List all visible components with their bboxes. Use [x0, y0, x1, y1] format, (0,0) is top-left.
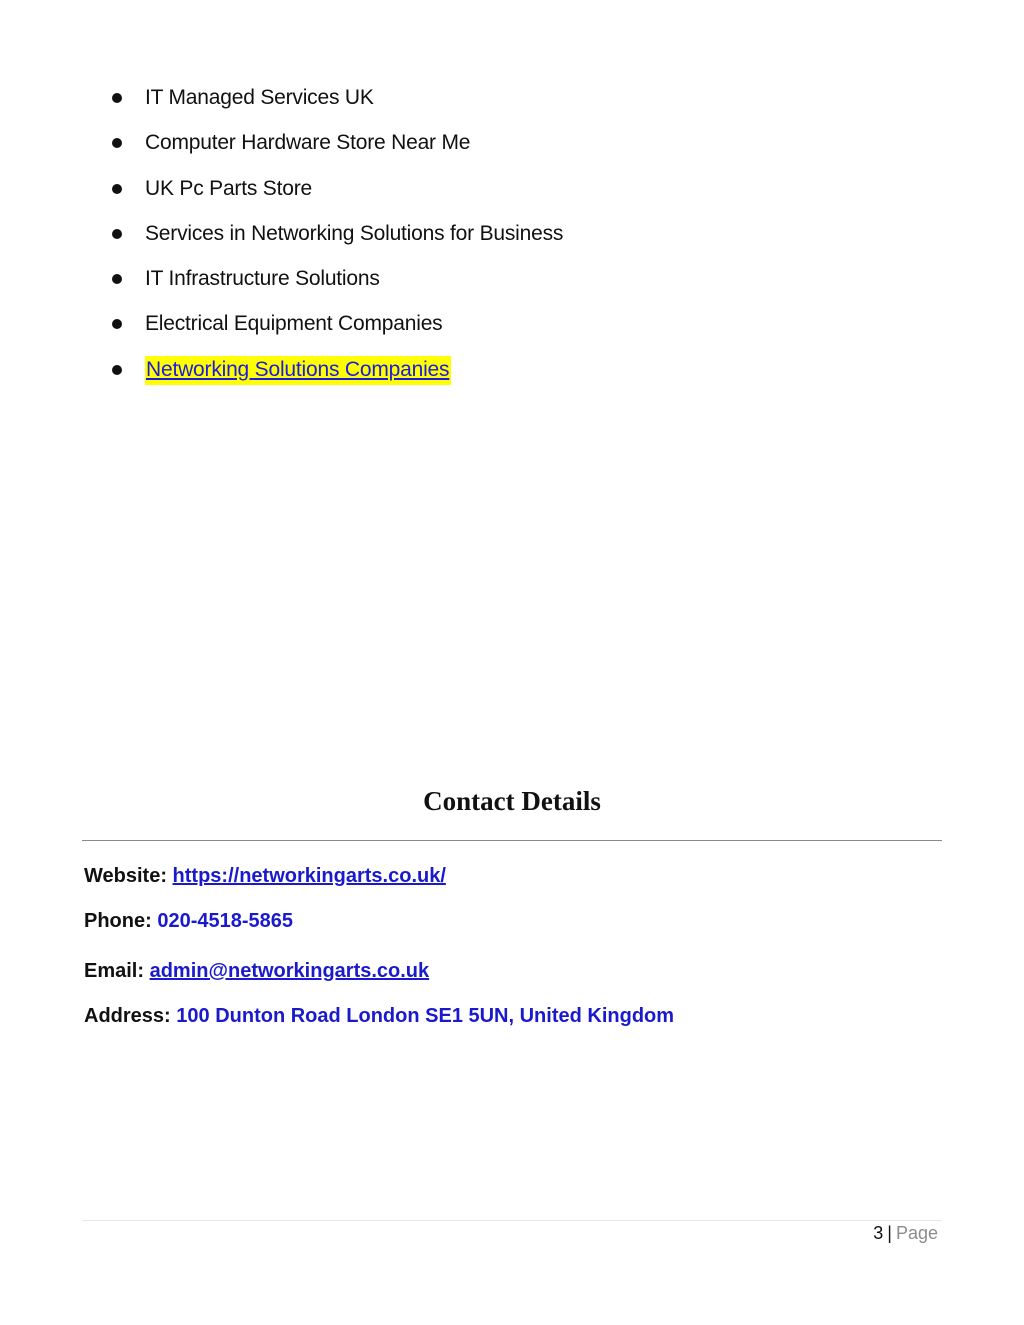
- list-item: [112, 175, 563, 220]
- phone-value: 020-4518-5865: [157, 910, 294, 932]
- website-row: [84, 863, 446, 889]
- list-item: [112, 220, 563, 265]
- phone-row: [84, 908, 293, 934]
- bullet-icon: [112, 93, 122, 103]
- bullet-icon: [112, 229, 122, 239]
- list-item-text: UK Pc Parts Store: [145, 176, 312, 200]
- email-row: [84, 958, 429, 984]
- list-item: [112, 310, 563, 355]
- list-item: [112, 265, 563, 310]
- bullet-icon: [112, 138, 122, 148]
- page-word: Page: [895, 1223, 938, 1243]
- address-value: 100 Dunton Road London SE1 5UN, United Kingdom: [176, 1005, 675, 1027]
- email-label: Email:: [84, 960, 145, 982]
- service-bullet-list: [112, 84, 563, 401]
- bullet-icon: [112, 274, 122, 284]
- list-item-text: Services in Networking Solutions for Business: [145, 221, 564, 245]
- phone-label: Phone:: [84, 910, 152, 932]
- list-item-text: IT Infrastructure Solutions: [145, 267, 380, 291]
- address-row: [84, 1003, 674, 1029]
- footer-divider: [82, 1220, 942, 1221]
- list-item-text: IT Managed Services UK: [145, 86, 374, 109]
- list-item-text: Electrical Equipment Companies: [145, 312, 443, 336]
- heading-divider: [82, 840, 942, 841]
- list-item-text: Computer Hardware Store Near Me: [145, 131, 471, 155]
- website-label: Website:: [84, 865, 167, 887]
- bullet-icon: [112, 365, 122, 375]
- list-item: [112, 129, 563, 174]
- page-separator: |: [887, 1223, 892, 1243]
- contact-details-heading: Contact Details: [423, 786, 601, 816]
- bullet-icon: [112, 184, 122, 194]
- networking-solutions-link[interactable]: Networking Solutions Companies: [145, 356, 451, 385]
- list-item: [112, 84, 563, 129]
- website-link[interactable]: https://networkingarts.co.uk/: [172, 865, 446, 887]
- page-footer: [873, 1223, 938, 1244]
- email-link[interactable]: admin@networkingarts.co.uk: [149, 960, 430, 982]
- page-number: 3: [873, 1223, 884, 1243]
- bullet-icon: [112, 319, 122, 329]
- list-item-highlighted: [112, 356, 563, 401]
- address-label: Address:: [84, 1005, 171, 1027]
